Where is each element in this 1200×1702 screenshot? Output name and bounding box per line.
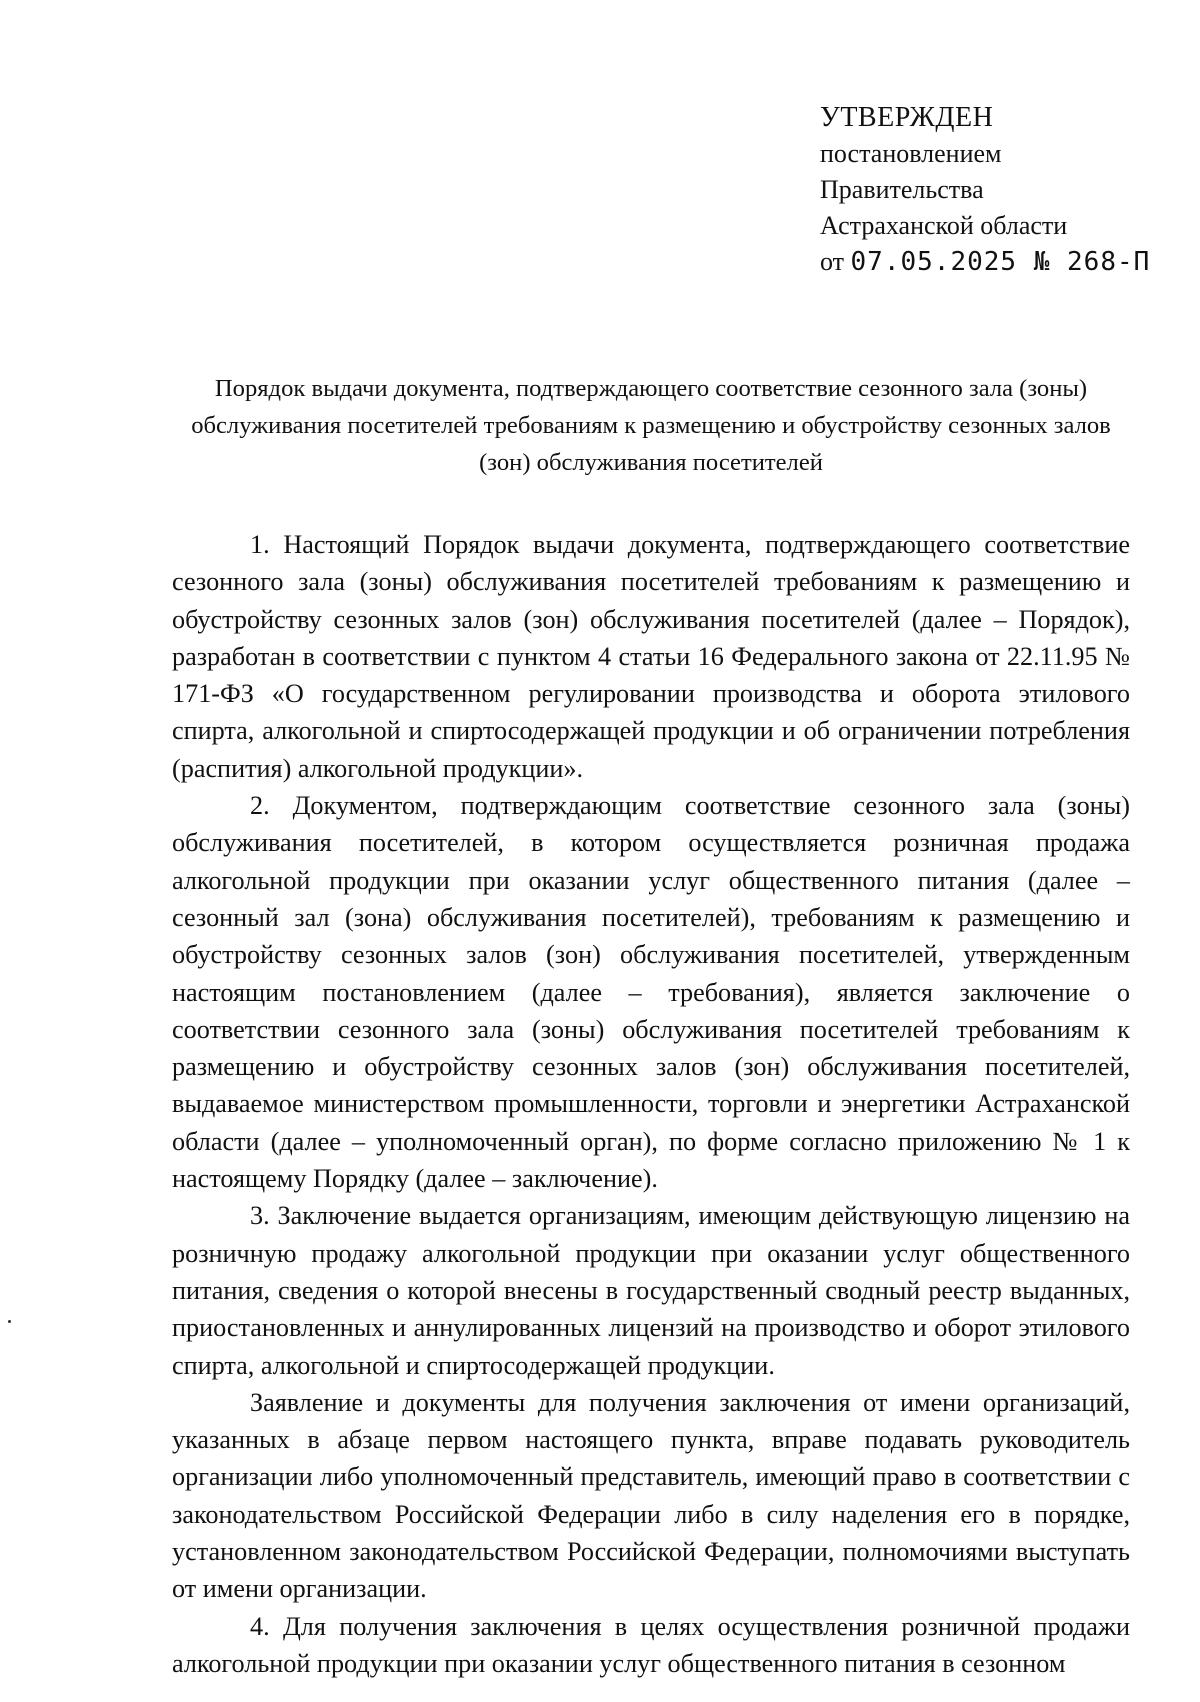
approval-date-stamp: 07.05.2025 № 268-П bbox=[850, 247, 1151, 277]
approval-heading: УТВЕРЖДЕН bbox=[820, 102, 994, 133]
paragraph-4: 4. Для получения заключения в целях осуществления розничной продажи алкогольной продукции при оказании услуг общественного питания в сезонном bbox=[172, 1611, 1130, 1678]
approval-block bbox=[820, 100, 1180, 280]
approval-line-2: Правительства bbox=[820, 175, 984, 204]
document-body bbox=[172, 526, 1130, 1682]
document-title: Порядок выдачи документа, подтверждающего соответствие сезонного зала (зоны) обслуживания посетителей требованиям к размещению и обустройству сезонных залов (зон) обслуживания посетителей bbox=[191, 375, 1111, 476]
paragraph-2: 2. Документом, подтверждающим соответствие сезонного зала (зоны) обслуживания посетителей, в котором осуществляется розничная продажа алкогольной продукции при оказании услуг общественного питания (далее – сезонный зал (зона) обслуживания посетителей), требованиям к размещению и обустройству сезонных залов (зон) обслуживания посетителей, утвержденным настоящим постановлением (далее – требования), является заключение о соответствии сезонного зала (зоны) обслуживания посетителей требованиям к размещению и обустройству сезонных залов (зон) обслуживания посетителей, выдаваемое министерством промышленности, торговли и энергетики Астраханской области (далее – уполномоченный орган), по форме согласно приложению № 1 к настоящему Порядку (далее – заключение). bbox=[172, 791, 1130, 1194]
approval-date-line bbox=[820, 244, 1180, 280]
approval-date-prefix: от bbox=[820, 247, 845, 276]
paragraph-1: 1. Настоящий Порядок выдачи документа, подтверждающего соответствие сезонного зала (зоны) обслуживания посетителей требованиям к размещению и обустройству сезонных залов (зон) обслуживания посетителей (далее – Порядок), разработан в соответствии с пунктом 4 статьи 16 Федерального закона от 22.11.95 № 171-ФЗ «О государственном регулировании производства и оборота этилового спирта, алкогольной и спиртосодержащей продукции и об ограничении потребления (распития) алкогольной продукции». bbox=[172, 530, 1130, 783]
approval-line-1: постановлением bbox=[820, 139, 1002, 168]
paragraph-3-second: Заявление и документы для получения заключения от имени организаций, указанных в абзаце первом настоящего пункта, вправе подавать руководитель организации либо уполномоченный представитель, имеющий право в соответствии с законодательством Российской Федерации либо в силу наделения его в порядке, установленном законодательством Российской Федерации, полномочиями выступать от имени организации. bbox=[172, 1387, 1130, 1604]
approval-line-3: Астраханской области bbox=[820, 211, 1068, 240]
scan-speck bbox=[8, 1320, 11, 1323]
paragraph-3: 3. Заключение выдается организациям, имеющим действующую лицензию на розничную продажу алкогольной продукции при оказании услуг общественного питания, сведения о которой внесены в государственный сводный реестр выданных, приостановленных и аннулированных лицензий на производство и оборот этилового спирта, алкогольной и спиртосодержащей продукции. bbox=[172, 1201, 1130, 1380]
